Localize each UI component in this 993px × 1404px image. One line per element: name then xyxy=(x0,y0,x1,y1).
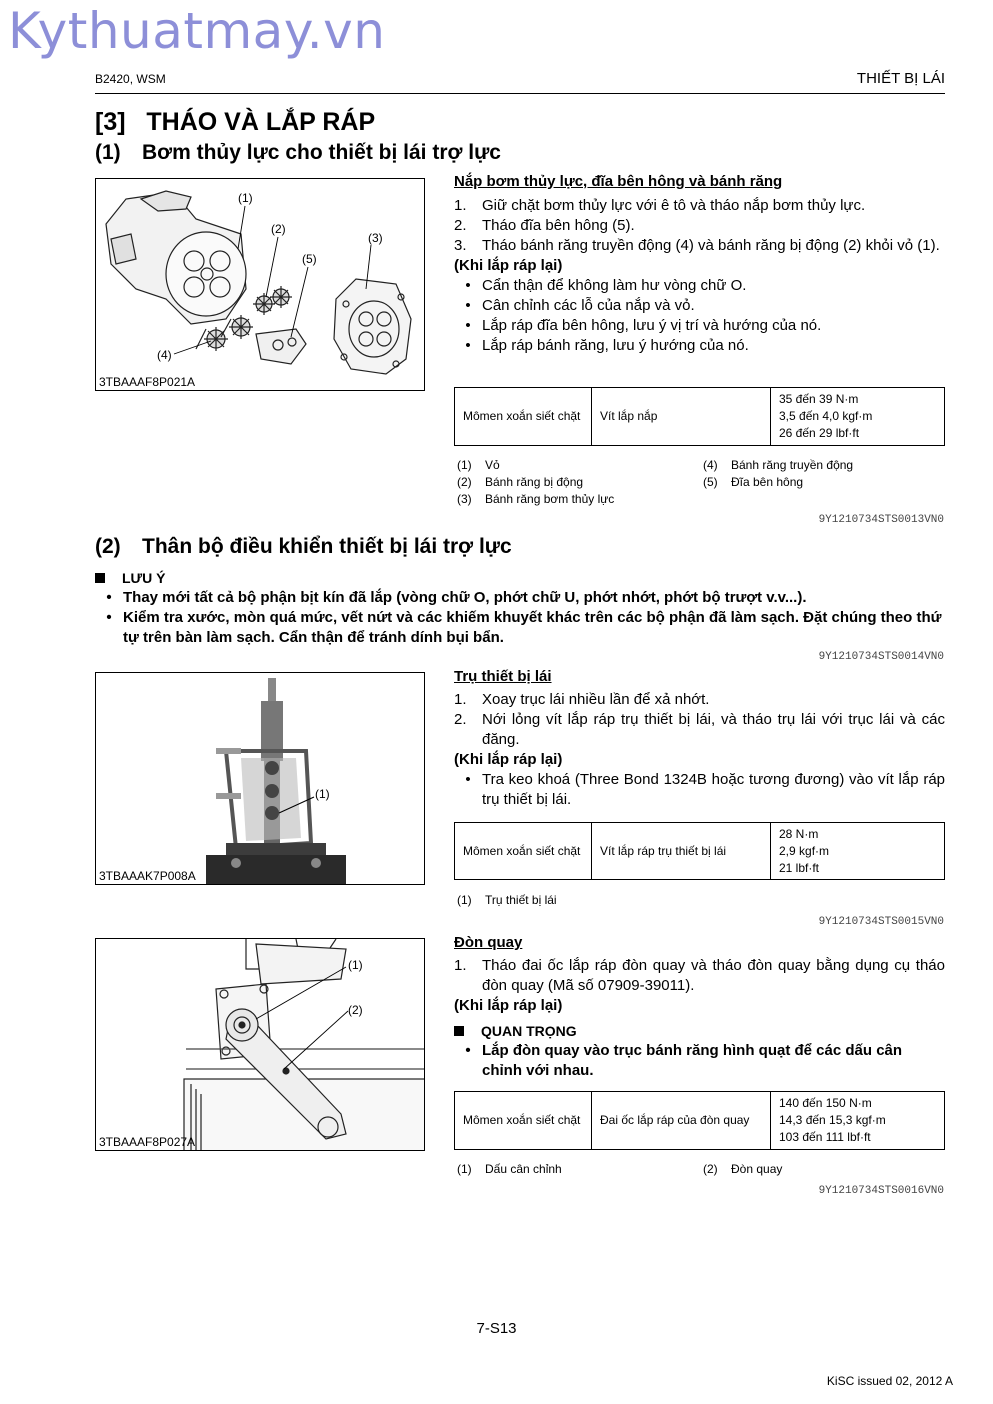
sec1-torque-table xyxy=(454,387,945,446)
arm-figure-code: 3TBAAAF8P027A xyxy=(99,1135,196,1149)
header-divider xyxy=(95,93,945,94)
pump-callout-3: (3) xyxy=(368,231,383,245)
arm-steps xyxy=(454,956,945,996)
torque-label: Mômen xoắn siết chặt xyxy=(455,388,592,446)
legend-item: (1) Trụ thiết bị lái xyxy=(457,893,557,907)
page-number: 7-S13 xyxy=(476,1320,517,1337)
important-heading: QUAN TRỌNG xyxy=(454,1021,945,1041)
sec2-number: (2) xyxy=(95,535,121,558)
sec1-subtitle: Nắp bơm thủy lực, đĩa bên hông và bánh răng xyxy=(454,173,783,190)
torque-item: Đai ốc lắp ráp của đòn quay xyxy=(592,1092,771,1150)
sec2-doc-code: 9Y1210734STS0014VN0 xyxy=(818,651,944,663)
column-doc-code: 9Y1210734STS0015VN0 xyxy=(818,916,944,928)
pump-callout-5: (5) xyxy=(302,252,317,266)
legend-item: (1) Vỏ xyxy=(457,458,500,472)
column-subtitle: Trụ thiết bị lái xyxy=(454,668,552,685)
column-legend xyxy=(457,892,697,909)
bullet-item: • Lắp ráp đĩa bên hông, lưu ý vị trí và hướng của nó. xyxy=(465,317,822,334)
column-callout-1: (1) xyxy=(315,787,330,801)
note-square-icon xyxy=(95,573,105,583)
important-item: • Lắp đòn quay vào trục bánh răng hình quạt để các dấu cân chỉnh với nhau. xyxy=(465,1042,903,1079)
watermark-logo: Kythuatmay.vn xyxy=(8,2,386,60)
column-figure xyxy=(95,672,425,885)
sec1-procedure xyxy=(454,173,945,356)
step-item: 2. Tháo đĩa bên hông (5). xyxy=(454,217,635,234)
note-item: • Thay mới tất cả bộ phận bịt kín đã lắp (vòng chữ O, phớt chữ U, phớt nhớt, phớt bộ trượt v.v...). xyxy=(106,589,807,606)
step-item: 2. Nới lỏng vít lắp ráp trụ thiết bị lái, và tháo trụ lái với trục lái và các đăng. xyxy=(454,711,945,748)
pump-callout-2: (2) xyxy=(271,222,286,236)
arm-callout-2: (2) xyxy=(348,1003,363,1017)
issue-note: KiSC issued 02, 2012 A xyxy=(826,1374,953,1388)
arm-legend-right xyxy=(703,1161,943,1178)
torque-values: 28 N·m 2,9 kgf·m 21 lbf·ft xyxy=(771,823,945,880)
sec1-heading xyxy=(95,141,501,165)
column-torque-table xyxy=(454,822,945,880)
legend-item: (2) Đòn quay xyxy=(703,1162,783,1176)
column-procedure xyxy=(454,668,945,810)
arm-reassembly-head: (Khi lắp ráp lại) xyxy=(454,997,563,1014)
step-item: 1. Tháo đai ốc lắp ráp đòn quay và tháo đòn quay bằng dụng cụ tháo đòn quay (Mã số 07909-39011). xyxy=(454,957,945,994)
pump-figure-code: 3TBAAAF8P021A xyxy=(99,375,196,389)
arm-doc-code: 9Y1210734STS0016VN0 xyxy=(818,1185,944,1197)
sec2-heading xyxy=(95,535,512,559)
note-heading: LƯU Ý xyxy=(95,568,945,588)
sec2-notes xyxy=(95,568,945,648)
legend-item: (5) Đĩa bên hông xyxy=(703,475,804,489)
important-list xyxy=(454,1041,945,1081)
bullet-item: • Cân chỉnh các lỗ của nắp và vỏ. xyxy=(465,297,695,314)
sec1-title: Bơm thủy lực cho thiết bị lái trợ lực xyxy=(142,141,501,164)
bullet-item: • Cẩn thận để không làm hư vòng chữ O. xyxy=(465,277,747,294)
torque-label: Mômen xoắn siết chặt xyxy=(455,1092,592,1150)
arm-legend-left xyxy=(457,1161,697,1178)
step-item: 1. Xoay trục lái nhiều lần để xả nhớt. xyxy=(454,691,710,708)
legend-item: (2) Bánh răng bị động xyxy=(457,475,584,489)
arm-torque-table xyxy=(454,1091,945,1150)
pump-figure xyxy=(95,178,425,391)
pump-callout-4: (4) xyxy=(157,348,172,362)
pump-callout-1: (1) xyxy=(238,191,253,205)
column-photo xyxy=(96,673,425,885)
legend-item: (3) Bánh răng bơm thủy lực xyxy=(457,492,615,506)
important-square-icon xyxy=(454,1026,464,1036)
manual-code: B2420, WSM xyxy=(95,72,166,86)
sec1-legend-left xyxy=(457,457,697,508)
legend-item: (4) Bánh răng truyền động xyxy=(703,458,854,472)
section-title: [3] THÁO VÀ LẮP RÁP xyxy=(95,108,376,136)
sec1-steps xyxy=(454,196,945,256)
step-item: 1. Giữ chặt bơm thủy lực với ê tô và tháo nắp bơm thủy lực. xyxy=(454,197,866,214)
sec1-number: (1) xyxy=(95,141,121,164)
torque-item: Vít lắp ráp trụ thiết bị lái xyxy=(592,823,771,880)
arm-subtitle: Đòn quay xyxy=(454,934,523,951)
arm-procedure xyxy=(454,934,945,1081)
column-reassembly-list xyxy=(454,770,945,810)
torque-values: 35 đến 39 N·m 3,5 đến 4,0 kgf·m 26 đến 29 lbf·ft xyxy=(771,388,945,446)
chapter-title: THIẾT BỊ LÁI xyxy=(856,70,945,87)
sec1-doc-code: 9Y1210734STS0013VN0 xyxy=(818,514,944,526)
bullet-item: • Tra keo khoá (Three Bond 1324B hoặc tương đương) vào vít lắp ráp trụ thiết bị lái. xyxy=(465,771,945,808)
sec1-reassembly-list xyxy=(454,276,945,356)
sec2-title: Thân bộ điều khiển thiết bị lái trợ lực xyxy=(142,535,512,558)
bullet-item: • Lắp ráp bánh răng, lưu ý hướng của nó. xyxy=(465,337,749,354)
torque-item: Vít lắp nắp xyxy=(592,388,771,446)
legend-item: (1) Dấu cân chỉnh xyxy=(457,1162,562,1176)
step-item: 3. Tháo bánh răng truyền động (4) và bánh răng bị động (2) khỏi vỏ (1). xyxy=(454,237,940,254)
note-item: • Kiểm tra xước, mòn quá mức, vết nứt và các khiếm khuyết khác trên các bộ phận đã làm sạch. Đặt chúng theo thứ tự trên bàn làm sạch. Cẩn thận để tránh dính bụi bẩn. xyxy=(106,609,942,646)
torque-label: Mômen xoắn siết chặt xyxy=(455,823,592,880)
column-steps xyxy=(454,690,945,750)
arm-callout-1: (1) xyxy=(348,958,363,972)
column-figure-code: 3TBAAAK7P008A xyxy=(99,869,196,883)
sec1-legend-right xyxy=(703,457,943,491)
column-reassembly-head: (Khi lắp ráp lại) xyxy=(454,751,563,768)
pump-drawing xyxy=(96,179,425,391)
sec1-reassembly-head: (Khi lắp ráp lại) xyxy=(454,257,563,274)
torque-values: 140 đến 150 N·m 14,3 đến 15,3 kgf·m 103 đến 111 lbf·ft xyxy=(771,1092,945,1150)
arm-figure xyxy=(95,938,425,1151)
arm-drawing xyxy=(96,939,425,1151)
